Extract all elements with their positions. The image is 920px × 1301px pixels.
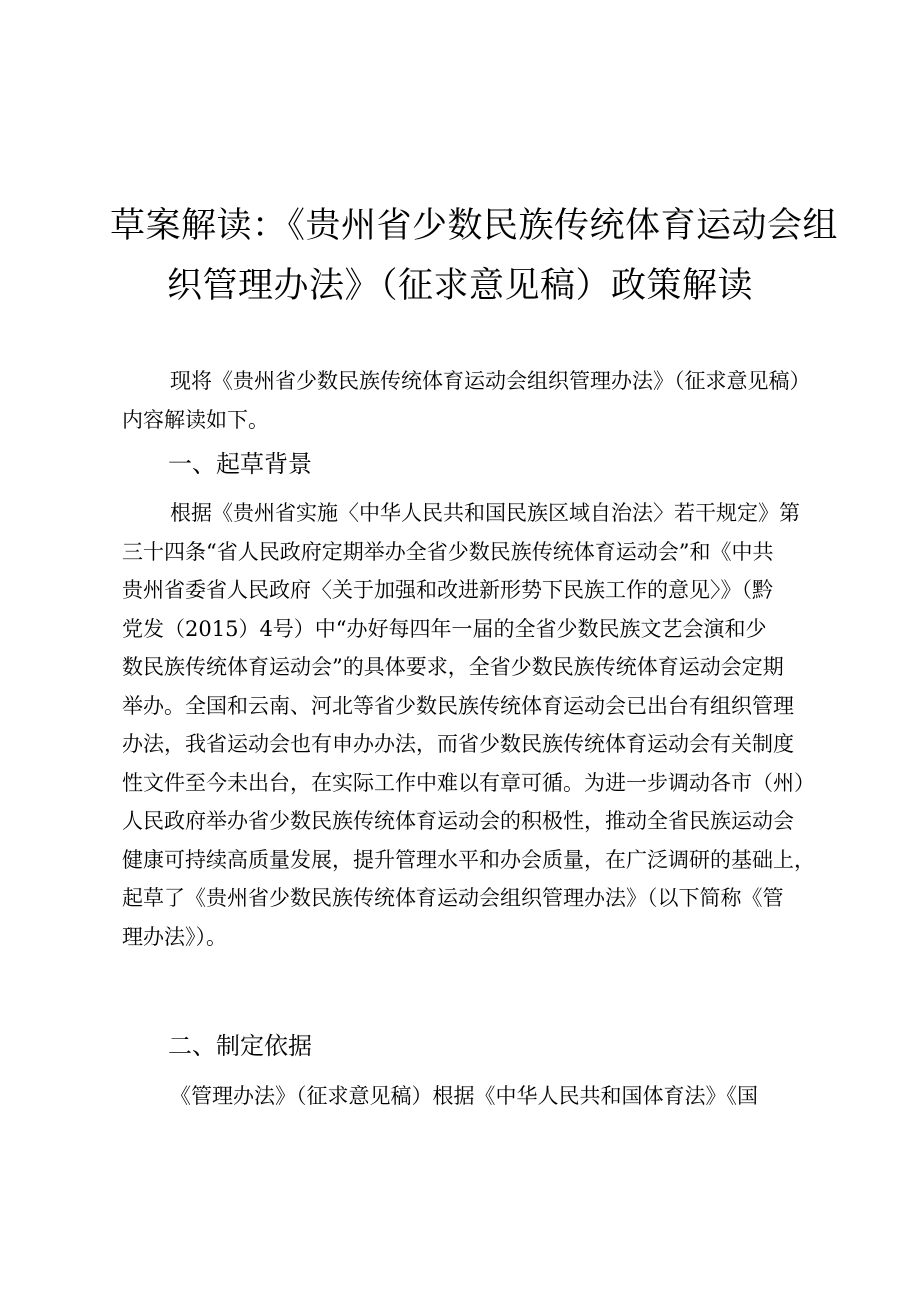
paragraph-line: 举办。全国和云南、河北等省少数民族传统体育运动会已出台有组织管理 [122,693,794,718]
title-line-1: 草案解读：《贵州省少数民族传统体育运动会组 [110,206,839,246]
intro-line: 现将《贵州省少数民族传统体育运动会组织管理办法》（征求意见稿） [170,369,811,393]
section-heading-basis: 二、制定依据 [168,1032,312,1060]
paragraph-line: 根据《贵州省实施〈中华人民共和国民族区域自治法〉若干规定》第 [170,501,800,525]
paragraph-line: 党发（2015）4号）中“办好每四年一届的全省少数民族文艺会演和少 [122,616,767,641]
paragraph-line: 三十四条“省人民政府定期举办全省少数民族传统体育运动会”和《中共 [122,539,774,564]
intro-paragraph [122,362,812,439]
section-heading-background: 一、起草背景 [168,450,312,478]
paragraph-line: 性文件至今未出台，在实际工作中难以有章可循。为进一步调动各市（州） [122,770,815,795]
paragraph-line: 《管理办法》（征求意见稿）根据《中华人民共和国体育法》《国 [170,1084,758,1108]
document-title [110,196,839,316]
paragraph-line: 起草了《贵州省少数民族传统体育运动会组织管理办法》（以下简称《管 [122,886,784,910]
intro-line: 内容解读如下。 [122,407,269,432]
paragraph-line: 办法，我省运动会也有申办办法，而省少数民族传统体育运动会有关制度 [122,732,794,756]
paragraph-line: 健康可持续高质量发展，提升管理水平和办会质量，在广泛调研的基础上， [122,847,815,872]
paragraph-line: 数民族传统体育运动会”的具体要求，全省少数民族传统体育运动会定期 [122,655,784,679]
title-line-2: 织管理办法》（征求意见稿）政策解读 [166,266,753,306]
paragraph-line: 理办法》）。 [122,924,227,949]
section-background-paragraph [122,494,815,956]
paragraph-line: 人民政府举办省少数民族传统体育运动会的积极性，推动全省民族运动会 [122,809,794,833]
section-basis-paragraph [122,1077,812,1116]
paragraph-line: 贵州省委省人民政府〈关于加强和改进新形势下民族工作的意见〉》（黔 [122,578,773,602]
